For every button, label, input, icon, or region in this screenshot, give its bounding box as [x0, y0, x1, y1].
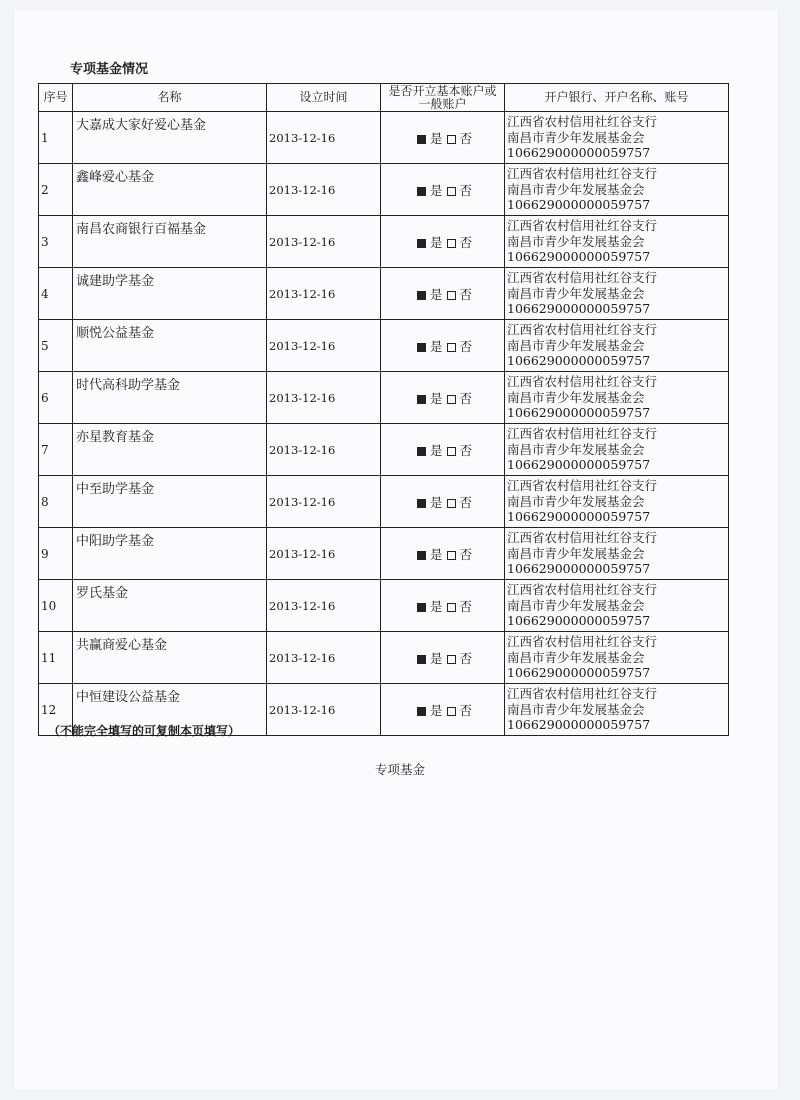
- table-row: [39, 112, 729, 164]
- account-name: 南昌市青少年发展基金会: [507, 701, 645, 717]
- cell-seq: 5: [39, 320, 73, 372]
- account-name: 南昌市青少年发展基金会: [507, 233, 645, 249]
- yes-checkbox-icon: [417, 551, 426, 560]
- cell-fund-name: 中恒建设公益基金: [73, 684, 267, 736]
- special-funds-table: [38, 83, 729, 736]
- cell-basic-account: [381, 320, 505, 372]
- account-number: 106629000000059757: [507, 249, 651, 265]
- bank-name: 江西省农村信用社红谷支行: [507, 322, 658, 338]
- cell-bank-info: [505, 320, 729, 372]
- cell-established-date: 2013-12-16: [267, 632, 381, 684]
- cell-basic-account: [381, 424, 505, 476]
- bank-name: 江西省农村信用社红谷支行: [507, 582, 658, 598]
- no-label: 否: [459, 286, 473, 302]
- account-number: 106629000000059757: [507, 457, 651, 473]
- account-number: 106629000000059757: [507, 509, 651, 525]
- cell-established-date: 2013-12-16: [267, 372, 381, 424]
- yes-label: 是: [429, 598, 443, 614]
- no-label: 否: [459, 442, 473, 458]
- no-checkbox-icon: [447, 187, 456, 196]
- no-label: 否: [459, 130, 473, 146]
- cell-established-date: 2013-12-16: [267, 476, 381, 528]
- yes-label: 是: [429, 182, 443, 198]
- table-row: [39, 320, 729, 372]
- account-name: 南昌市青少年发展基金会: [507, 337, 645, 353]
- header-bank-info: 开户银行、开户名称、账号: [505, 84, 729, 112]
- fill-note: （不能完全填写的可复制本页填写）: [48, 724, 241, 738]
- account-number: 106629000000059757: [507, 145, 651, 161]
- cell-bank-info: [505, 476, 729, 528]
- table-row: [39, 632, 729, 684]
- account-name: 南昌市青少年发展基金会: [507, 441, 645, 457]
- cell-established-date: 2013-12-16: [267, 320, 381, 372]
- cell-basic-account: [381, 528, 505, 580]
- section-title: 专项基金情况: [70, 62, 149, 77]
- yes-checkbox-icon: [417, 707, 426, 716]
- yes-checkbox-icon: [417, 655, 426, 664]
- cell-basic-account: [381, 216, 505, 268]
- no-label: 否: [459, 546, 473, 562]
- table-body: [39, 112, 729, 736]
- account-name: 南昌市青少年发展基金会: [507, 493, 645, 509]
- account-name: 南昌市青少年发展基金会: [507, 129, 645, 145]
- no-label: 否: [459, 182, 473, 198]
- cell-established-date: 2013-12-16: [267, 268, 381, 320]
- no-checkbox-icon: [447, 551, 456, 560]
- yes-label: 是: [429, 390, 443, 406]
- cell-bank-info: [505, 580, 729, 632]
- bank-name: 江西省农村信用社红谷支行: [507, 218, 658, 234]
- cell-established-date: 2013-12-16: [267, 112, 381, 164]
- header-seq: 序号: [39, 84, 73, 112]
- account-name: 南昌市青少年发展基金会: [507, 649, 645, 665]
- yes-checkbox-icon: [417, 291, 426, 300]
- page-footer: 专项基金: [374, 762, 425, 777]
- cell-established-date: 2013-12-16: [267, 684, 381, 736]
- cell-established-date: 2013-12-16: [267, 424, 381, 476]
- cell-fund-name: 时代高科助学基金: [73, 372, 267, 424]
- bank-name: 江西省农村信用社红谷支行: [507, 426, 658, 442]
- account-number: 106629000000059757: [507, 561, 651, 577]
- bank-name: 江西省农村信用社红谷支行: [507, 530, 658, 546]
- yes-checkbox-icon: [417, 239, 426, 248]
- no-label: 否: [459, 650, 473, 666]
- no-label: 否: [459, 494, 473, 510]
- cell-seq: 8: [39, 476, 73, 528]
- cell-seq: 9: [39, 528, 73, 580]
- no-checkbox-icon: [447, 655, 456, 664]
- cell-seq: 11: [39, 632, 73, 684]
- cell-seq: 12: [39, 684, 73, 736]
- no-checkbox-icon: [447, 135, 456, 144]
- cell-fund-name: 鑫峰爱心基金: [73, 164, 267, 216]
- bank-name: 江西省农村信用社红谷支行: [507, 114, 658, 130]
- cell-bank-info: [505, 424, 729, 476]
- yes-checkbox-icon: [417, 135, 426, 144]
- no-label: 否: [459, 598, 473, 614]
- bank-name: 江西省农村信用社红谷支行: [507, 270, 658, 286]
- yes-label: 是: [429, 546, 443, 562]
- table-row: [39, 216, 729, 268]
- account-name: 南昌市青少年发展基金会: [507, 545, 645, 561]
- no-label: 否: [459, 390, 473, 406]
- yes-label: 是: [429, 286, 443, 302]
- cell-bank-info: [505, 528, 729, 580]
- cell-basic-account: [381, 268, 505, 320]
- no-checkbox-icon: [447, 239, 456, 248]
- table-header-row: [39, 84, 729, 112]
- cell-established-date: 2013-12-16: [267, 216, 381, 268]
- header-basic-account-line1: 是否开立基本账户或: [388, 83, 497, 98]
- no-checkbox-icon: [447, 707, 456, 716]
- cell-fund-name: 罗氏基金: [73, 580, 267, 632]
- table-row: [39, 476, 729, 528]
- no-checkbox-icon: [447, 343, 456, 352]
- cell-bank-info: [505, 684, 729, 736]
- account-number: 106629000000059757: [507, 353, 651, 369]
- account-number: 106629000000059757: [507, 717, 651, 733]
- cell-established-date: 2013-12-16: [267, 164, 381, 216]
- yes-checkbox-icon: [417, 603, 426, 612]
- account-number: 106629000000059757: [507, 197, 651, 213]
- account-number: 106629000000059757: [507, 665, 651, 681]
- bank-name: 江西省农村信用社红谷支行: [507, 166, 658, 182]
- cell-established-date: 2013-12-16: [267, 580, 381, 632]
- cell-bank-info: [505, 164, 729, 216]
- cell-basic-account: [381, 112, 505, 164]
- cell-seq: 7: [39, 424, 73, 476]
- bank-name: 江西省农村信用社红谷支行: [507, 478, 658, 494]
- bank-name: 江西省农村信用社红谷支行: [507, 686, 658, 702]
- table-row: [39, 372, 729, 424]
- yes-checkbox-icon: [417, 499, 426, 508]
- cell-fund-name: 诚建助学基金: [73, 268, 267, 320]
- cell-basic-account: [381, 164, 505, 216]
- no-checkbox-icon: [447, 499, 456, 508]
- cell-seq: 6: [39, 372, 73, 424]
- cell-fund-name: 大嘉成大家好爱心基金: [73, 112, 267, 164]
- bank-name: 江西省农村信用社红谷支行: [507, 374, 658, 390]
- no-checkbox-icon: [447, 603, 456, 612]
- table-row: [39, 424, 729, 476]
- cell-seq: 1: [39, 112, 73, 164]
- cell-bank-info: [505, 112, 729, 164]
- header-basic-account-line2: 一般账户: [418, 96, 467, 111]
- account-name: 南昌市青少年发展基金会: [507, 389, 645, 405]
- cell-bank-info: [505, 268, 729, 320]
- account-name: 南昌市青少年发展基金会: [507, 285, 645, 301]
- cell-established-date: 2013-12-16: [267, 528, 381, 580]
- header-name: 名称: [73, 84, 267, 112]
- cell-basic-account: [381, 632, 505, 684]
- cell-basic-account: [381, 372, 505, 424]
- table-row: [39, 164, 729, 216]
- cell-basic-account: [381, 684, 505, 736]
- yes-checkbox-icon: [417, 447, 426, 456]
- cell-fund-name: 中至助学基金: [73, 476, 267, 528]
- yes-label: 是: [429, 234, 443, 250]
- yes-label: 是: [429, 494, 443, 510]
- bank-name: 江西省农村信用社红谷支行: [507, 634, 658, 650]
- yes-label: 是: [429, 130, 443, 146]
- cell-seq: 2: [39, 164, 73, 216]
- cell-bank-info: [505, 372, 729, 424]
- no-checkbox-icon: [447, 447, 456, 456]
- no-checkbox-icon: [447, 291, 456, 300]
- cell-fund-name: 亦星教育基金: [73, 424, 267, 476]
- no-label: 否: [459, 702, 473, 718]
- cell-seq: 10: [39, 580, 73, 632]
- table-row: [39, 268, 729, 320]
- cell-bank-info: [505, 632, 729, 684]
- cell-seq: 4: [39, 268, 73, 320]
- yes-checkbox-icon: [417, 395, 426, 404]
- cell-fund-name: 顺悦公益基金: [73, 320, 267, 372]
- account-number: 106629000000059757: [507, 613, 651, 629]
- cell-bank-info: [505, 216, 729, 268]
- yes-checkbox-icon: [417, 187, 426, 196]
- table-row: [39, 528, 729, 580]
- no-label: 否: [459, 234, 473, 250]
- yes-checkbox-icon: [417, 343, 426, 352]
- account-number: 106629000000059757: [507, 405, 651, 421]
- header-date: 设立时间: [267, 84, 381, 112]
- cell-basic-account: [381, 476, 505, 528]
- cell-fund-name: 共赢商爱心基金: [73, 632, 267, 684]
- cell-seq: 3: [39, 216, 73, 268]
- cell-fund-name: 南昌农商银行百福基金: [73, 216, 267, 268]
- yes-label: 是: [429, 702, 443, 718]
- cell-basic-account: [381, 580, 505, 632]
- header-basic-account: [381, 84, 505, 112]
- account-name: 南昌市青少年发展基金会: [507, 597, 645, 613]
- table-row: [39, 580, 729, 632]
- no-label: 否: [459, 338, 473, 354]
- account-name: 南昌市青少年发展基金会: [507, 181, 645, 197]
- no-checkbox-icon: [447, 395, 456, 404]
- account-number: 106629000000059757: [507, 301, 651, 317]
- yes-label: 是: [429, 442, 443, 458]
- yes-label: 是: [429, 338, 443, 354]
- yes-label: 是: [429, 650, 443, 666]
- cell-fund-name: 中阳助学基金: [73, 528, 267, 580]
